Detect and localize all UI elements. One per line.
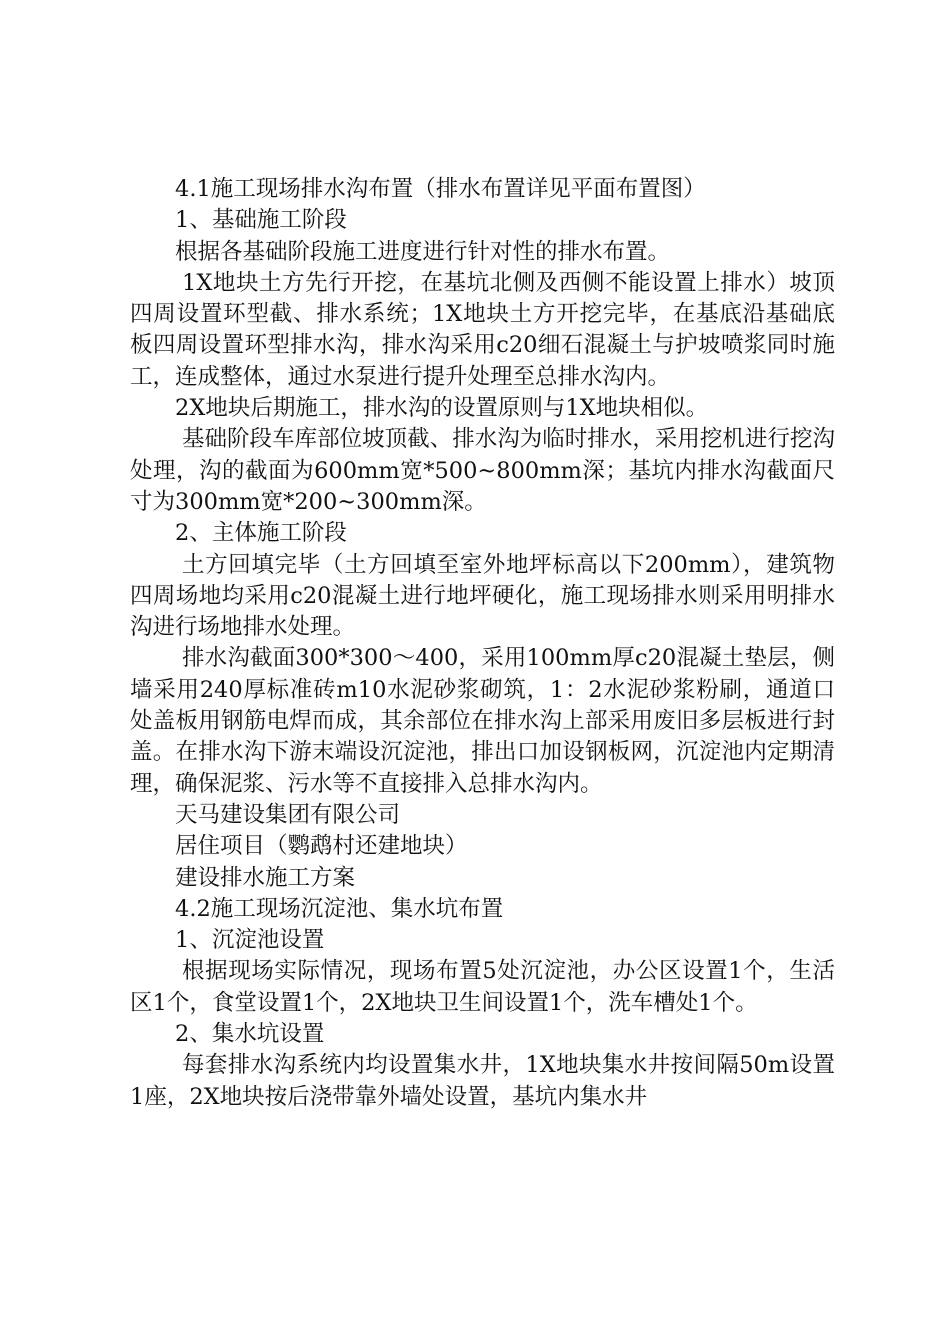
para-1x-plot: 1X地块土方先行开挖，在基坑北侧及西侧不能设置上排水）坡顶四周设置环型截、排水系统；1X地块土方开挖完毕，在基底沿基础底板四周设置环型排水沟，排水沟采用c20细石混凝土与护坡喷浆同时施工，连成整体，通过水泵进行提升处理至总排水沟内。 — [130, 269, 835, 390]
heading-main-stage: 2、主体施工阶段 — [175, 520, 347, 547]
para-2x-plot: 2X地块后期施工，排水沟的设置原则与1X地块相似。 — [175, 395, 709, 422]
para-backfill: 土方回填完毕（土方回填至室外地坪标高以下200mm），建筑物四周场地均采用c20混凝土进行地坪硬化，施工现场排水则采用明排水沟进行场地排水处理。 — [130, 551, 835, 641]
para-settling-tank: 根据现场实际情况，现场布置5处沉淀池，办公区设置1个，生活区1个，食堂设置1个，2X地块卫生间设置1个，洗车槽处1个。 — [130, 958, 835, 1016]
para-foundation-intro: 根据各基础阶段施工进度进行针对性的排水布置。 — [175, 238, 671, 265]
heading-settling-tank: 1、沉淀池设置 — [175, 927, 325, 954]
document-page — [130, 174, 835, 1113]
line-plan-title: 建设排水施工方案 — [175, 864, 356, 891]
line-project: 居住项目（鹦鹉村还建地块） — [175, 833, 468, 860]
para-ditch-section: 排水沟截面300*300～400，采用100mm厚c20混凝土垫层，侧墙采用240厚标准砖m10水泥砂浆砌筑，1：2水泥砂浆粉刷，通道口处盖板用钢筋电焊而成，其余部位在排水沟上部采用废旧多层板进行封盖。在排水沟下游末端设沉淀池，排出口加设钢板网，沉淀池内定期清理，确保泥浆、污水等不直接排入总排水沟内。 — [130, 645, 835, 797]
para-sump: 每套排水沟系统内均设置集水井，1X地块集水井按间隔50m设置1座，2X地块按后浇带靠外墙处设置，基坑内集水井 — [130, 1052, 835, 1110]
para-garage: 基础阶段车库部位坡顶截、排水沟为临时排水，采用挖机进行挖沟处理，沟的截面为600mm宽*500~800mm深；基坑内排水沟截面尺寸为300mm宽*200~300mm深。 — [130, 426, 835, 515]
heading-sump: 2、集水坑设置 — [175, 1021, 325, 1048]
line-company: 天马建设集团有限公司 — [175, 801, 401, 828]
heading-4-2: 4.2施工现场沉淀池、集水坑布置 — [175, 895, 504, 922]
heading-foundation-stage: 1、基础施工阶段 — [175, 207, 347, 234]
heading-4-1: 4.1施工现场排水沟布置（排水布置详见平面布置图） — [175, 176, 706, 202]
